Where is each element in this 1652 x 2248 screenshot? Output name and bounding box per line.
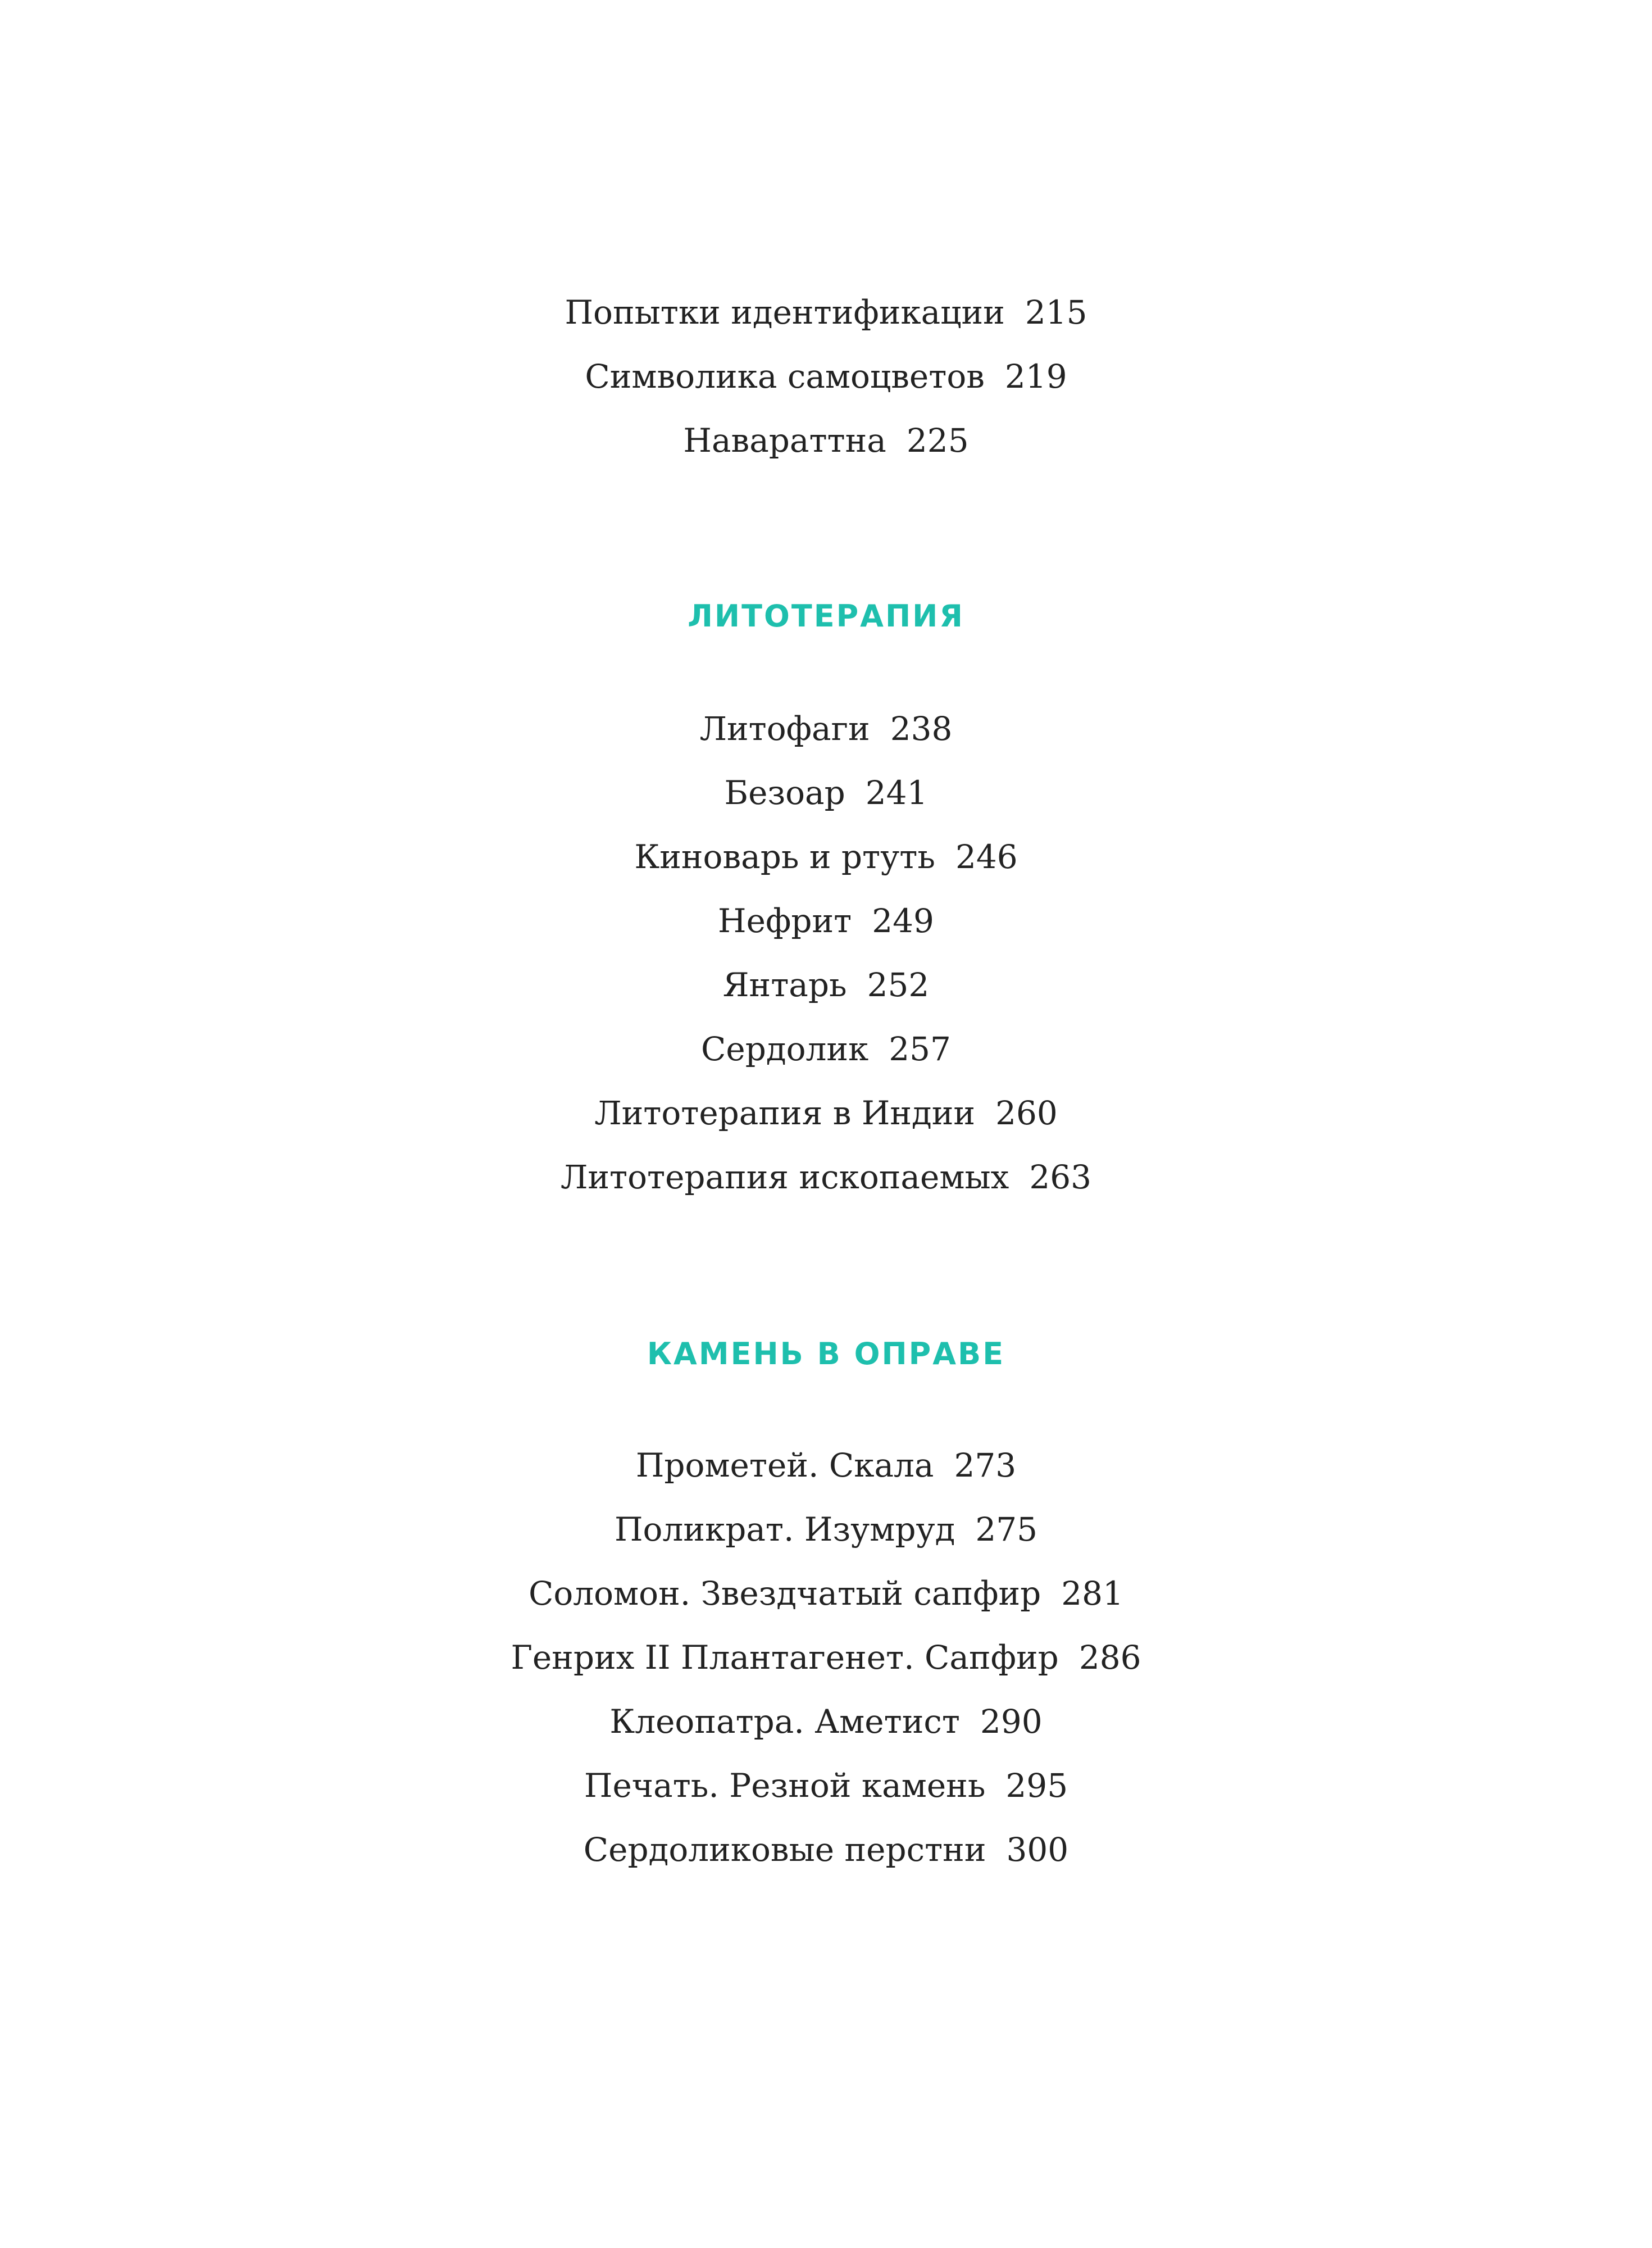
entry-page-number: 275 xyxy=(975,1510,1038,1548)
entry-page-number: 263 xyxy=(1029,1158,1092,1196)
entry-page-number: 249 xyxy=(872,902,934,940)
toc-entry[interactable] xyxy=(0,1754,1652,1818)
entry-page-number: 290 xyxy=(980,1702,1043,1741)
entry-title: Киноварь и ртуть xyxy=(634,838,935,876)
toc-entry[interactable] xyxy=(0,1081,1652,1145)
entry-page-number: 238 xyxy=(890,710,953,748)
entry-page-number: 241 xyxy=(865,774,928,812)
toc-section-stone-in-setting xyxy=(0,1433,1652,1882)
entry-page-number: 252 xyxy=(867,966,930,1004)
entry-page-number: 286 xyxy=(1078,1638,1141,1677)
entry-title: Литотерапия ископаемых xyxy=(560,1158,1009,1196)
toc-entry[interactable] xyxy=(0,697,1652,761)
toc-entry[interactable] xyxy=(0,889,1652,953)
entry-page-number: 257 xyxy=(889,1030,951,1068)
entry-page-number: 246 xyxy=(955,838,1018,876)
entry-page-number: 281 xyxy=(1061,1574,1123,1613)
entry-title: Попытки идентификации xyxy=(565,293,1005,331)
entry-page-number: 219 xyxy=(1004,357,1067,396)
entry-title: Нефрит xyxy=(718,902,852,940)
toc-entry[interactable] xyxy=(0,953,1652,1017)
entry-title: Соломон. Звездчатый сапфир xyxy=(529,1574,1041,1613)
toc-intro-group xyxy=(0,280,1652,473)
entry-page-number: 273 xyxy=(954,1446,1017,1484)
entry-title: Сердолик xyxy=(701,1030,869,1068)
toc-entry[interactable] xyxy=(0,1625,1652,1690)
toc-entry[interactable] xyxy=(0,1561,1652,1625)
entry-page-number: 215 xyxy=(1025,293,1087,331)
entry-title: Поликрат. Изумруд xyxy=(614,1510,955,1548)
entry-title: Янтарь xyxy=(722,966,847,1004)
entry-title: Символика самоцветов xyxy=(585,357,985,396)
section-heading-stone-in-setting[interactable]: КАМЕНЬ В ОПРАВЕ xyxy=(647,1336,1005,1371)
entry-title: Литотерапия в Индии xyxy=(594,1094,976,1132)
entry-title: Прометей. Скала xyxy=(635,1446,934,1484)
entry-page-number: 300 xyxy=(1006,1831,1069,1869)
toc-section-lithotherapy xyxy=(0,697,1652,1209)
entry-title: Клеопатра. Аметист xyxy=(609,1702,960,1741)
entry-title: Сердоликовые перстни xyxy=(583,1831,986,1869)
entry-title: Печать. Резной камень xyxy=(584,1766,986,1805)
toc-entry[interactable] xyxy=(0,1818,1652,1882)
toc-entry[interactable] xyxy=(0,1690,1652,1754)
toc-entry[interactable] xyxy=(0,408,1652,473)
entry-page-number: 260 xyxy=(995,1094,1058,1132)
toc-entry[interactable] xyxy=(0,1017,1652,1081)
entry-title: Литофаги xyxy=(699,710,870,748)
toc-entry[interactable] xyxy=(0,1433,1652,1497)
section-heading-lithotherapy[interactable]: ЛИТОТЕРАПИЯ xyxy=(688,598,964,634)
entry-title: Безоар xyxy=(724,774,845,812)
toc-entry[interactable] xyxy=(0,1497,1652,1561)
toc-entry[interactable] xyxy=(0,344,1652,408)
toc-entry[interactable] xyxy=(0,1145,1652,1209)
entry-title: Навараттна xyxy=(683,421,886,460)
entry-page-number: 225 xyxy=(906,421,969,460)
entry-title: Генрих II Плантагенет. Сапфир xyxy=(511,1638,1059,1677)
toc-entry[interactable] xyxy=(0,280,1652,344)
toc-entry[interactable] xyxy=(0,825,1652,889)
toc-entry[interactable] xyxy=(0,761,1652,825)
entry-page-number: 295 xyxy=(1005,1766,1068,1805)
